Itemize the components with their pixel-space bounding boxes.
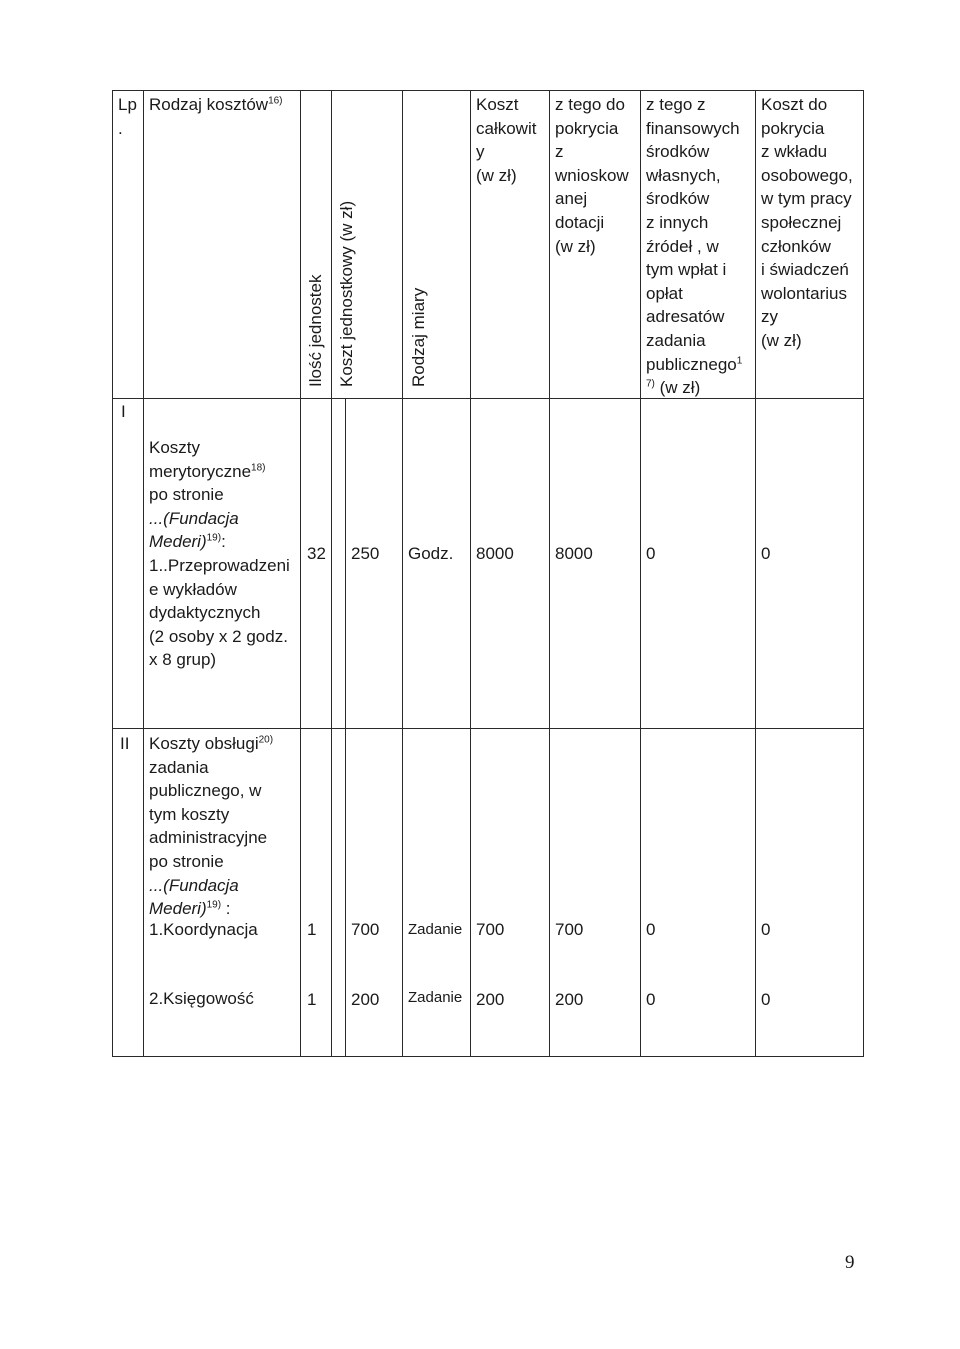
header-rodzaj-kosztow: Rodzaj kosztów$^{16)}$ — [149, 95, 283, 114]
section1-lp: I — [121, 402, 126, 421]
header-wklad-osobowy: Koszt do pokrycia z wkładu osobowego, w tym pracy społecznej członków i świadczeń wolontarius zy (w zł) — [761, 95, 853, 350]
header-divider — [112, 398, 864, 399]
row-ksiegowosc-srodki-wlasne: 0 — [646, 990, 656, 1009]
row-ksiegowosc-koszt-jednostkowy: 200 — [351, 990, 380, 1009]
row-koordynacja-ilosc: 1 — [307, 920, 317, 939]
section1-description: Koszty merytoryczne$^{18)}$ po stronie ...(Fundacja Mederi)$^{19)}$: 1..Przeprowadzeni e wykładów dydaktycznych (2 osoby x 2 godz. x 8 grup) — [149, 438, 290, 670]
row-koordynacja-dotacja: 700 — [555, 920, 584, 939]
row-ksiegowosc-koszt-calkowity: 200 — [476, 990, 505, 1009]
section1-rodzaj-miary: Godz. — [408, 544, 454, 563]
section2-lp: II — [120, 734, 130, 753]
row-koordynacja-wklad-osobowy: 0 — [761, 920, 771, 939]
table-border-top — [112, 90, 864, 91]
header-rodzaj-miary: Rodzaj miary — [409, 287, 428, 387]
header-lp: Lp . — [118, 95, 137, 138]
section1-srodki-wlasne: 0 — [646, 544, 656, 563]
row-ksiegowosc-wklad-osobowy: 0 — [761, 990, 771, 1009]
col-divider-dotacja — [640, 90, 641, 1057]
header-koszt-jednostkowy: Koszt jednostkowy (w zł) — [337, 200, 356, 387]
section1-dotacja: 8000 — [555, 544, 593, 563]
section1-wklad-osobowy: 0 — [761, 544, 771, 563]
section1-koszt-jednostkowy: 250 — [351, 544, 380, 563]
col-divider-ilosc — [331, 90, 332, 1057]
header-z-finansowych-srodkow: z tego z finansowych środków własnych, środków z innych źródeł , w tym wpłat i opłat adresatów zadania publicznego$^1$ $^{7)}$ (w zł) — [646, 95, 743, 398]
col-divider-ilosc-inner — [345, 398, 346, 1057]
header-z-wnioskowanej-dotacji: z tego do pokrycia z wnioskow anej dotacji (w zł) — [555, 95, 629, 256]
col-divider-lp — [143, 90, 144, 1057]
section1-ilosc: 32 — [307, 544, 326, 563]
row-koordynacja-srodki-wlasne: 0 — [646, 920, 656, 939]
row-ksiegowosc-rodzaj-miary: Zadanie — [408, 989, 463, 1006]
table-border-left — [112, 90, 113, 1057]
section2-description: Koszty obsługi$^{20)}$ zadania publicznego, w tym koszty administracyjne po stronie ...(Fundacja Mederi)$^{19)}$ : — [149, 734, 274, 919]
row-koordynacja-koszt-jednostkowy: 700 — [351, 920, 380, 939]
section1-koszt-calkowity: 8000 — [476, 544, 514, 563]
table-border-right — [863, 90, 864, 1057]
header-koszt-calkowity: Koszt całkowit y (w zł) — [476, 95, 537, 185]
col-divider-wlasne — [755, 90, 756, 1057]
row-ksiegowosc-label: 2.Księgowość — [149, 989, 254, 1008]
col-divider-koszt-jedn — [402, 90, 403, 1057]
col-divider-koszt-calk — [549, 90, 550, 1057]
col-divider-miara — [470, 90, 471, 1057]
row-ksiegowosc-dotacja: 200 — [555, 990, 584, 1009]
col-divider-desc — [300, 90, 301, 1057]
row-ksiegowosc-ilosc: 1 — [307, 990, 317, 1009]
header-ilosc-jednostek: Ilość jednostek — [306, 274, 325, 387]
section-divider — [112, 728, 864, 729]
row-koordynacja-koszt-calkowity: 700 — [476, 920, 505, 939]
row-koordynacja-rodzaj-miary: Zadanie — [408, 921, 463, 938]
table-border-bottom — [112, 1056, 864, 1057]
page-number: 9 — [845, 1252, 855, 1273]
row-koordynacja-label: 1.Koordynacja — [149, 920, 258, 939]
